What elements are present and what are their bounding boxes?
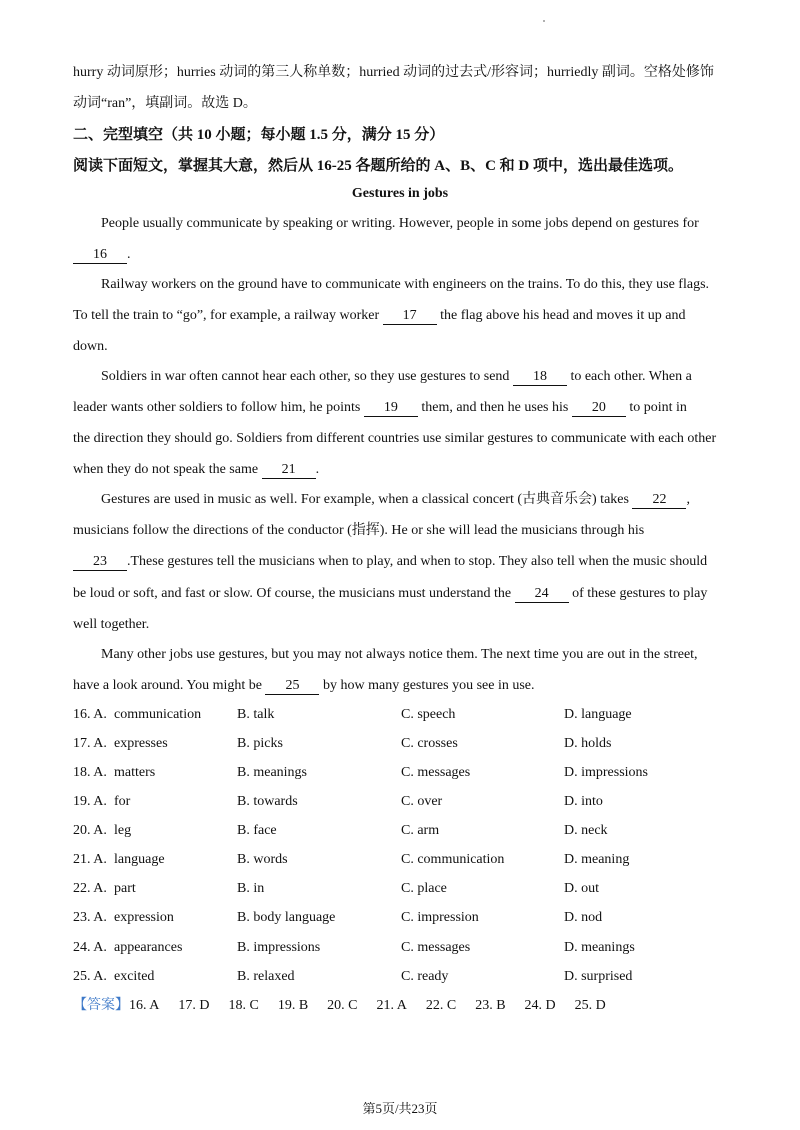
option-d: D. meaning [564, 852, 630, 867]
answer-line [73, 996, 625, 1016]
answer-item: 25. D [574, 998, 606, 1013]
text-fragment: of these gestures to play [572, 586, 708, 601]
question-number: 16. A. [73, 707, 107, 722]
question-number: 24. A. [73, 940, 107, 955]
passage-p4-line1 [101, 490, 690, 510]
question-number: 21. A. [73, 852, 107, 867]
question-number: 22. A. [73, 881, 107, 896]
intro-line-1: hurry 动词原形；hurries 动词的第三人称单数；hurried 动词的过去式/形容词；hurriedly 副词。空格处修饰 [73, 65, 714, 80]
option-c: C. impression [401, 910, 479, 925]
blank-23: 23 [73, 554, 127, 571]
text-fragment: have a look around. You might be [73, 678, 262, 693]
option-row-19 [73, 792, 733, 812]
option-d: D. meanings [564, 940, 635, 955]
passage-p1-line1: People usually communicate by speaking or writing. However, people in some jobs depend on gestures for [101, 216, 699, 231]
passage-p4-line5: well together. [73, 617, 150, 632]
section-instruction: 阅读下面短文，掌握其大意，然后从 16-25 各题所给的 A、B、C 和 D 项中，选出最佳选项。 [73, 158, 684, 174]
option-a: leg [114, 823, 132, 838]
text-fragment: them, and then he uses his [421, 400, 569, 415]
option-d: D. surprised [564, 969, 633, 984]
option-c: C. ready [401, 969, 449, 984]
text-fragment: to each other. When a [570, 369, 692, 384]
option-d: D. neck [564, 823, 608, 838]
option-c: C. messages [401, 940, 471, 955]
option-b: B. in [237, 881, 265, 896]
answer-item: 18. C [228, 998, 259, 1013]
option-c: C. messages [401, 765, 471, 780]
option-row-18 [73, 763, 733, 783]
intro-line-2: 动词“ran”，填副词。故选 D。 [73, 96, 257, 111]
text-fragment: Soldiers in war often cannot hear each other, so they use gestures to send [101, 369, 510, 384]
option-row-22 [73, 879, 733, 899]
answer-tag: 【答案】 [73, 998, 129, 1013]
option-row-16 [73, 705, 733, 725]
option-a: for [114, 794, 131, 809]
option-b: B. towards [237, 794, 298, 809]
passage-title: Gestures in jobs [351, 186, 449, 201]
option-c: C. over [401, 794, 443, 809]
option-d: D. language [564, 707, 632, 722]
blank-17: 17 [383, 308, 437, 325]
passage-p3-line4 [73, 460, 319, 480]
text-fragment: , [686, 492, 690, 507]
question-number: 18. A. [73, 765, 107, 780]
section-heading: 二、完型填空（共 10 小题；每小题 1.5 分，满分 15 分） [73, 127, 445, 143]
page-footer: 第5页/共23页 [362, 1101, 438, 1116]
blank-19: 19 [364, 400, 418, 417]
option-d: D. out [564, 881, 599, 896]
passage-p5-line2 [73, 676, 535, 696]
passage-p5-line1: Many other jobs use gestures, but you may not always notice them. The next time you are out in the street, [101, 647, 698, 662]
option-row-20 [73, 821, 733, 841]
text-fragment: .These gestures tell the musicians when to play, and when to stop. They also tell when the music should [127, 554, 708, 569]
question-number: 25. A. [73, 969, 107, 984]
option-a: excited [114, 969, 155, 984]
passage-p3-line1 [101, 367, 692, 387]
option-c: C. communication [401, 852, 505, 867]
blank-24: 24 [515, 586, 569, 603]
answer-item: 23. B [475, 998, 506, 1013]
question-number: 23. A. [73, 910, 107, 925]
option-b: B. impressions [237, 940, 321, 955]
option-a: language [114, 852, 165, 867]
passage-p2-line3: down. [73, 339, 108, 354]
blank-22: 22 [632, 492, 686, 509]
option-row-23 [73, 908, 733, 928]
option-a: communication [114, 707, 202, 722]
answer-item: 20. C [327, 998, 358, 1013]
answer-item: 22. C [425, 998, 457, 1013]
answer-item: 24. D [524, 998, 556, 1013]
text-fragment: Gestures are used in music as well. For example, when a classical concert (古典音乐会) takes [101, 492, 629, 507]
answer-item: 16. A [129, 998, 160, 1013]
text-fragment: by how many gestures you see in use. [322, 678, 535, 693]
text-fragment: To tell the train to “go”, for example, a railway worker [73, 308, 380, 323]
option-row-25 [73, 967, 733, 987]
option-b: B. relaxed [237, 969, 295, 984]
option-b: B. words [237, 852, 288, 867]
speck-mark [543, 20, 545, 22]
text-fragment: to point in [629, 400, 687, 415]
passage-p2-line1: Railway workers on the ground have to communicate with engineers on the trains. To do this, they use flags. [101, 277, 710, 292]
option-b: B. talk [237, 707, 275, 722]
option-c: C. speech [401, 707, 456, 722]
passage-p4-line3 [73, 552, 707, 572]
option-row-17 [73, 734, 733, 754]
text-fragment: . [127, 247, 131, 262]
text-fragment: when they do not speak the same [73, 462, 259, 477]
text-fragment: leader wants other soldiers to follow him, he points [73, 400, 361, 415]
option-c: C. arm [401, 823, 440, 838]
option-d: D. into [564, 794, 603, 809]
option-a: matters [114, 765, 156, 780]
option-a: expression [114, 910, 174, 925]
text-fragment: the flag above his head and moves it up and [440, 308, 686, 323]
blank-25: 25 [265, 678, 319, 695]
option-row-21 [73, 850, 733, 870]
option-a: expresses [114, 736, 168, 751]
option-a: appearances [114, 940, 183, 955]
question-number: 20. A. [73, 823, 107, 838]
blank-18: 18 [513, 369, 567, 386]
answer-item: 17. D [178, 998, 210, 1013]
passage-p1-line2 [73, 245, 131, 265]
question-number: 17. A. [73, 736, 107, 751]
blank-20: 20 [572, 400, 626, 417]
option-d: D. impressions [564, 765, 648, 780]
blank-16: 16 [73, 247, 127, 264]
question-number: 19. A. [73, 794, 107, 809]
option-c: C. crosses [401, 736, 458, 751]
option-d: D. holds [564, 736, 612, 751]
option-b: B. picks [237, 736, 283, 751]
option-c: C. place [401, 881, 447, 896]
answer-item: 21. A [376, 998, 407, 1013]
option-b: B. meanings [237, 765, 307, 780]
text-fragment: be loud or soft, and fast or slow. Of course, the musicians must understand the [73, 586, 512, 601]
passage-p4-line4 [73, 584, 707, 604]
answer-item: 19. B [277, 998, 309, 1013]
text-fragment: . [315, 462, 320, 477]
option-d: D. nod [564, 910, 603, 925]
option-b: B. face [237, 823, 277, 838]
option-b: B. body language [237, 910, 336, 925]
option-row-24 [73, 938, 733, 958]
passage-p3-line2 [73, 398, 687, 418]
passage-p3-line3: the direction they should go. Soldiers from different countries use similar gestures to communicate with each other [73, 431, 717, 446]
passage-p4-line2: musicians follow the directions of the conductor (指挥). He or she will lead the musicians through his [73, 523, 645, 538]
option-a: part [114, 881, 136, 896]
blank-21: 21 [262, 462, 316, 479]
passage-p2-line2 [73, 306, 685, 326]
